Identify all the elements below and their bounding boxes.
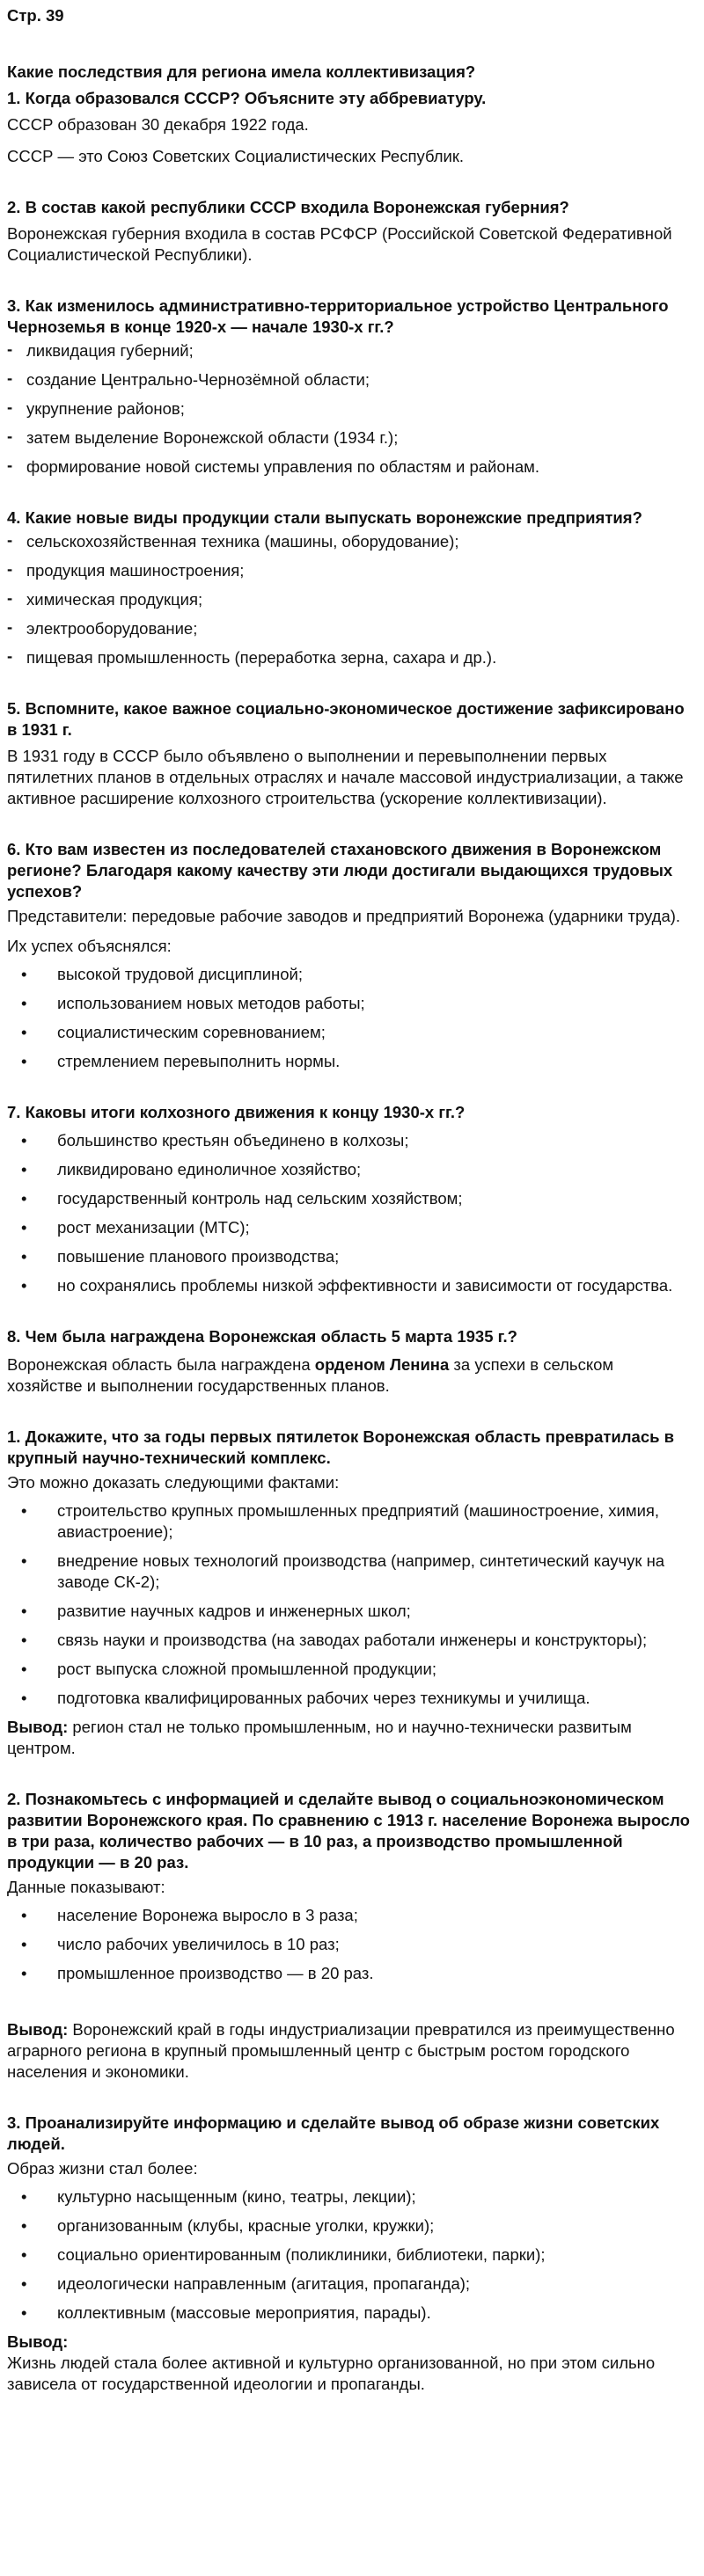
answer-1b: СССР — это Союз Советских Социалистических Республик.: [7, 147, 465, 165]
list-item: • культурно насыщенным (кино, театры, лекции);: [7, 2186, 692, 2207]
conclusion-text: регион стал не только промышленным, но и научно-технически развитым центром.: [7, 1718, 632, 1757]
answer-8-bold: орденом Ленина: [314, 1355, 450, 1374]
task-2-lead: Данные показывают:: [7, 1878, 165, 1896]
list-item: • идеологически направленным (агитация, пропаганда);: [7, 2273, 692, 2295]
conclusion-text: Воронежский край в годы индустриализации превратился из преимущественно аграрного региона в крупный промышленный центр с быстрым ростом городского населения и экономики.: [7, 2020, 675, 2081]
list-item: • использованием новых методов работы;: [7, 993, 692, 1014]
section-q4: [7, 507, 692, 668]
list-item: - продукция машиностроения;: [7, 560, 692, 581]
list-item: - электрооборудование;: [7, 618, 692, 639]
list-item: - укрупнение районов;: [7, 398, 692, 420]
list-item: • строительство крупных промышленных предприятий (машиностроение, химия, авиастроение);: [7, 1500, 692, 1543]
task-1-question: 1. Докажите, что за годы первых пятилеток Воронежская область превратилась в крупный научно-технический комплекс.: [7, 1427, 675, 1467]
list-q6: [7, 964, 692, 1072]
question-2: 2. В состав какой республики СССР входила Воронежская губерния?: [7, 198, 569, 216]
list-item: • подготовка квалифицированных рабочих через техникумы и училища.: [7, 1688, 692, 1709]
list-item: - формирование новой системы управления по областям и районам.: [7, 456, 692, 478]
list-q7: [7, 1130, 692, 1296]
list-item: • коллективным (массовые мероприятия, парады).: [7, 2302, 692, 2324]
list-item: • повышение планового производства;: [7, 1246, 692, 1267]
section-q8: [7, 1326, 692, 1397]
list-item: • социалистическим соревнованием;: [7, 1022, 692, 1043]
question-8: 8. Чем была награждена Воронежская область 5 марта 1935 г.?: [7, 1327, 517, 1346]
list-q3: [7, 340, 692, 478]
task-3-conclusion-label: Вывод:: [7, 2332, 69, 2351]
section-q2: [7, 197, 692, 266]
intro-question: Какие последствия для региона имела коллективизация?: [7, 62, 476, 81]
answer-5: В 1931 году в СССР было объявлено о выполнении и перевыполнении первых пятилетних планов в отдельных отраслях и начале массовой индустриализации, а также активное расширение колхозного строительства (ускорение коллективизации).: [7, 747, 684, 807]
list-item: • большинство крестьян объединено в колхозы;: [7, 1130, 692, 1151]
list-item: • рост механизации (МТС);: [7, 1217, 692, 1238]
section-q1: [7, 62, 692, 167]
list-item: • но сохранялись проблемы низкой эффективности и зависимости от государства.: [7, 1275, 692, 1296]
list-item: - ликвидация губерний;: [7, 340, 692, 361]
list-item: • промышленное производство — в 20 раз.: [7, 1963, 692, 1984]
answer-8-post: за успехи в сельском хозяйстве и выполнении государственных планов.: [7, 1355, 614, 1395]
answer-2: Воронежская губерния входила в состав РСФСР (Российской Советской Федеративной Социалистической Республики).: [7, 224, 672, 264]
task-2-question: 2. Познакомьтесь с информацией и сделайте вывод о социальноэкономическом развитии Воронежского края. По сравнению с 1913 г. население Воронежа выросло в три раза, количество рабочих — в 10 раз, а производство промышленной продукции — в 20 раз.: [7, 1790, 690, 1872]
section-task3: [7, 2113, 692, 2395]
answer-1a: СССР образован 30 декабря 1922 года.: [7, 115, 309, 134]
list-item: • ликвидировано единоличное хозяйство;: [7, 1159, 692, 1180]
list-task2: [7, 1905, 692, 1984]
conclusion-label: Вывод:: [7, 2020, 69, 2039]
list-item: • высокой трудовой дисциплиной;: [7, 964, 692, 985]
list-q4: [7, 531, 692, 668]
question-7: 7. Каковы итоги колхозного движения к концу 1930-х гг.?: [7, 1103, 466, 1121]
list-item: - создание Центрально-Чернозёмной области;: [7, 369, 692, 390]
section-q7: [7, 1102, 692, 1296]
list-item: • организованным (клубы, красные уголки, кружки);: [7, 2215, 692, 2237]
section-task1: [7, 1427, 692, 1759]
list-item: • число рабочих увеличилось в 10 раз;: [7, 1934, 692, 1955]
section-q5: [7, 698, 692, 809]
list-item: • социально ориентированным (поликлиники, библиотеки, парки);: [7, 2244, 692, 2266]
list-item: • население Воронежа выросло в 3 раза;: [7, 1905, 692, 1926]
task-2-conclusion: [7, 2019, 692, 2083]
question-4: 4. Какие новые виды продукции стали выпускать воронежские предприятия?: [7, 508, 642, 527]
question-6: 6. Кто вам известен из последователей стахановского движения в Воронежском регионе? Благодаря какому качеству эти люди достигали выдающихся трудовых успехов?: [7, 840, 673, 901]
list-item: • рост выпуска сложной промышленной продукции;: [7, 1659, 692, 1680]
answer-6a: Представители: передовые рабочие заводов и предприятий Воронежа (ударники труда).: [7, 907, 681, 925]
list-item: • стремлением перевыполнить нормы.: [7, 1051, 692, 1072]
conclusion-label: Вывод:: [7, 1718, 69, 1736]
list-item: • связь науки и производства (на заводах работали инженеры и конструкторы);: [7, 1630, 692, 1651]
task-3-conclusion: Жизнь людей стала более активной и культурно организованной, но при этом сильно зависела от государственной идеологии и пропаганды.: [7, 2353, 656, 2393]
list-item: • внедрение новых технологий производства (например, синтетический каучук на заводе СК-2);: [7, 1551, 692, 1593]
list-item: - пищевая промышленность (переработка зерна, сахара и др.).: [7, 647, 692, 668]
task-3-lead: Образ жизни стал более:: [7, 2159, 198, 2178]
list-item: - химическая продукция;: [7, 589, 692, 610]
answer-8: [7, 1354, 692, 1397]
list-item: - сельскохозяйственная техника (машины, оборудование);: [7, 531, 692, 552]
page-title: Стр. 39: [7, 6, 64, 25]
list-item: - затем выделение Воронежской области (1934 г.);: [7, 427, 692, 449]
spacer: [7, 1992, 692, 2017]
answer-6b: Их успех объяснялся:: [7, 937, 172, 955]
task-1-conclusion: [7, 1717, 692, 1759]
question-3: 3. Как изменилось административно-территориальное устройство Центрального Черноземья в конце 1920-х — начале 1930-х гг.?: [7, 296, 669, 336]
answer-8-pre: Воронежская область была награждена: [7, 1355, 315, 1374]
question-1: 1. Когда образовался СССР? Объясните эту аббревиатуру.: [7, 89, 487, 107]
question-5: 5. Вспомните, какое важное социально-экономическое достижение зафиксировано в 1931 г.: [7, 699, 685, 739]
section-q3: [7, 296, 692, 478]
section-task2: [7, 1789, 692, 2083]
task-3-question: 3. Проанализируйте информацию и сделайте вывод об образе жизни советских людей.: [7, 2113, 660, 2153]
section-q6: [7, 839, 692, 1072]
list-item: • развитие научных кадров и инженерных школ;: [7, 1601, 692, 1622]
list-item: • государственный контроль над сельским хозяйством;: [7, 1188, 692, 1209]
list-task1: [7, 1500, 692, 1709]
task-1-lead: Это можно доказать следующими фактами:: [7, 1473, 340, 1492]
list-task3: [7, 2186, 692, 2324]
